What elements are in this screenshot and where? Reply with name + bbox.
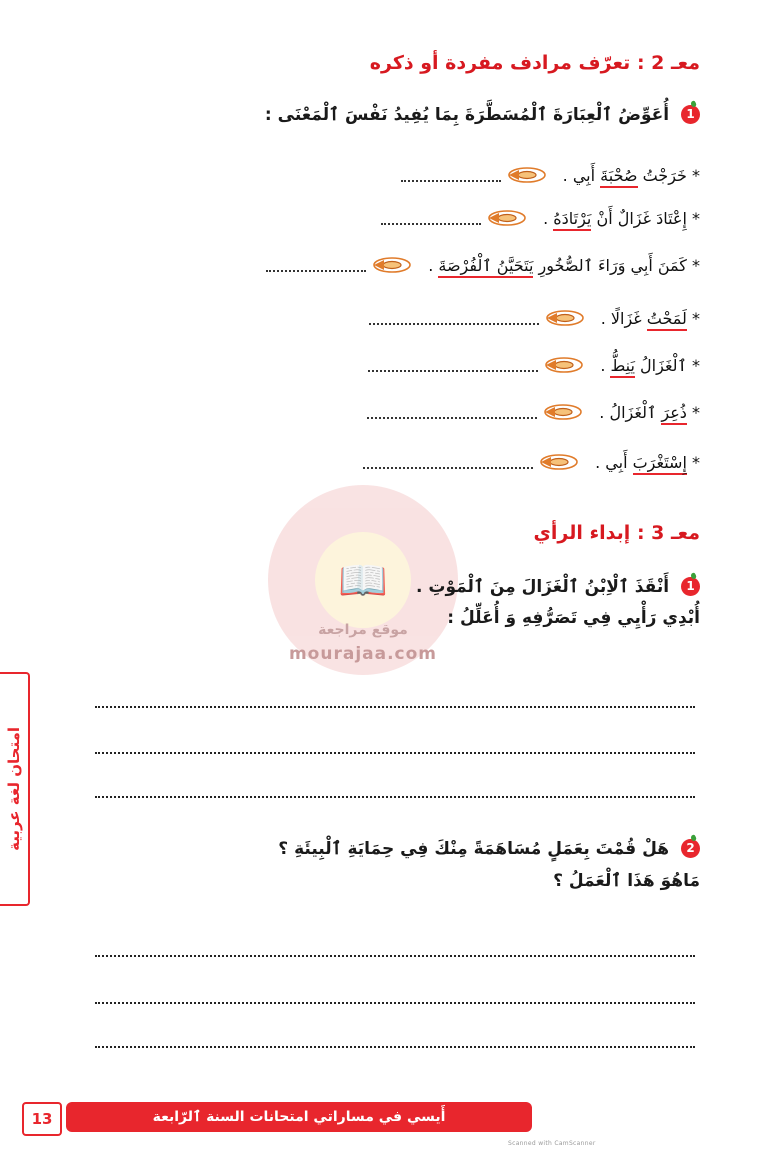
arrow-pointer-icon [539,452,579,472]
page-number: 13 [22,1102,62,1136]
question-text-line-1: هَلْ قُمْتَ بِعَمَلٍ مُسَاهَمَةً مِنْكَ فِي حِمَايَةِ ٱلْبِيئَةِ ؟ [278,839,670,859]
section-2-label: معـ 2 : [636,52,700,74]
open-book-icon: 📖 [315,532,411,628]
arrow-pointer-icon [507,165,547,185]
list-item [63,350,700,380]
item-bullet: * [692,208,700,228]
item-after: أَبِي . [562,165,601,185]
list-item [63,250,700,280]
item-after: . [543,208,554,228]
answer-dots[interactable] [266,258,366,272]
answer-dots[interactable] [368,358,538,372]
item-underlined: صُحْبَةَ [600,166,637,188]
item-text [553,166,700,185]
arrow-pointer-icon [372,255,412,275]
section-3-question-1 [416,576,700,597]
list-item [63,447,700,477]
item-before: إِعْتَادَ غَزَالٌ أَنْ [591,208,687,228]
item-before: خَرَجْتُ [637,165,687,185]
answer-line[interactable] [95,1046,695,1048]
item-text [533,209,700,228]
section-3-heading [533,522,700,544]
item-underlined: يَتَحَيَّنُ ٱلْفُرْصَةَ [438,256,533,278]
arrow-pointer-icon [487,208,527,228]
watermark-site: mourajaa.com [288,644,438,664]
item-underlined: يَنِطُّ [610,356,634,378]
item-text [591,309,700,328]
footer-bar [66,1102,532,1132]
side-tab-subject [0,672,30,906]
list-item [63,203,700,233]
list-item [63,160,700,190]
item-text [590,356,700,375]
list-item [63,397,700,427]
section-3-label: معـ 3 : [636,522,700,544]
answer-line[interactable] [95,796,695,798]
question-text-line-2: أُبْدِي رَأْيِي فِي تَصَرُّفِهِ وَ أُعَلِّلُ : [447,608,700,628]
item-bullet: * [692,452,700,472]
item-underlined: يَرْتَادَهُ [553,209,591,231]
section-2-heading [370,52,700,74]
item-text [585,453,700,472]
question-text: أُعَوِّضُ ٱلْعِبَارَةَ ٱلْمُسَطَّرَةَ بِمَا يُفِيدُ نَفْسَ ٱلْمَعْنَى : [264,105,670,125]
side-tab-label: امتحان لغة عربية [5,727,23,851]
item-after: . [428,255,439,275]
item-text [418,256,700,275]
item-after: . [600,355,611,375]
question-text-line-2: مَاهُوَ هَذَا ٱلْعَمَلُ ؟ [553,871,700,891]
item-before: كَمَنَ أَبِي وَرَاءَ ٱلصُّخُورِ [533,255,687,275]
question-number-badge: 1 [681,577,700,596]
watermark-line1: موقع مراجعة [318,622,408,638]
item-text [589,403,700,422]
item-before: ٱلْغَزَالُ [634,355,687,375]
item-after: أَبِي . [595,452,633,472]
scanner-note: Scanned with CamScanner [508,1140,596,1147]
list-item [63,303,700,333]
arrow-pointer-icon [545,308,585,328]
question-number-badge: 1 [681,105,700,124]
footer-text: أَيسي في مساراتي امتحانات السنة ٱلرّابعة [152,1109,446,1125]
answer-dots[interactable] [367,405,537,419]
section-3-question-1-line2 [447,608,700,628]
answer-dots[interactable] [381,211,481,225]
item-after: غَزَالًا . [600,308,647,328]
item-underlined: لَمَحْتُ [647,309,687,331]
arrow-pointer-icon [543,402,583,422]
section-3-question-2-line2 [553,870,700,891]
question-text-line-1: أَنْقَذَ ٱلْاِبْنُ ٱلْغَزَالَ مِنَ ٱلْمَوْتِ . [416,577,670,597]
item-bullet: * [692,308,700,328]
answer-dots[interactable] [401,168,501,182]
item-after: ٱلْغَزَالُ . [599,402,662,422]
answer-line[interactable] [95,955,695,957]
answer-dots[interactable] [363,455,533,469]
answer-dots[interactable] [369,311,539,325]
section-2-question [265,104,700,125]
item-bullet: * [692,255,700,275]
section-2-title: تعرّف مرادف مفردة أو ذكره [369,52,631,74]
watermark-text [268,622,458,664]
item-bullet: * [692,402,700,422]
arrow-pointer-icon [544,355,584,375]
item-underlined: إِسْتَغْرَبَ [633,453,687,475]
item-underlined: ذُعِرَ [661,403,687,425]
question-number-badge: 2 [681,839,700,858]
item-bullet: * [692,355,700,375]
answer-line[interactable] [95,706,695,708]
item-bullet: * [692,165,700,185]
answer-line[interactable] [95,1002,695,1004]
section-3-question-2 [278,838,700,859]
section-3-title: إبداء الرأي [533,522,631,544]
answer-line[interactable] [95,752,695,754]
